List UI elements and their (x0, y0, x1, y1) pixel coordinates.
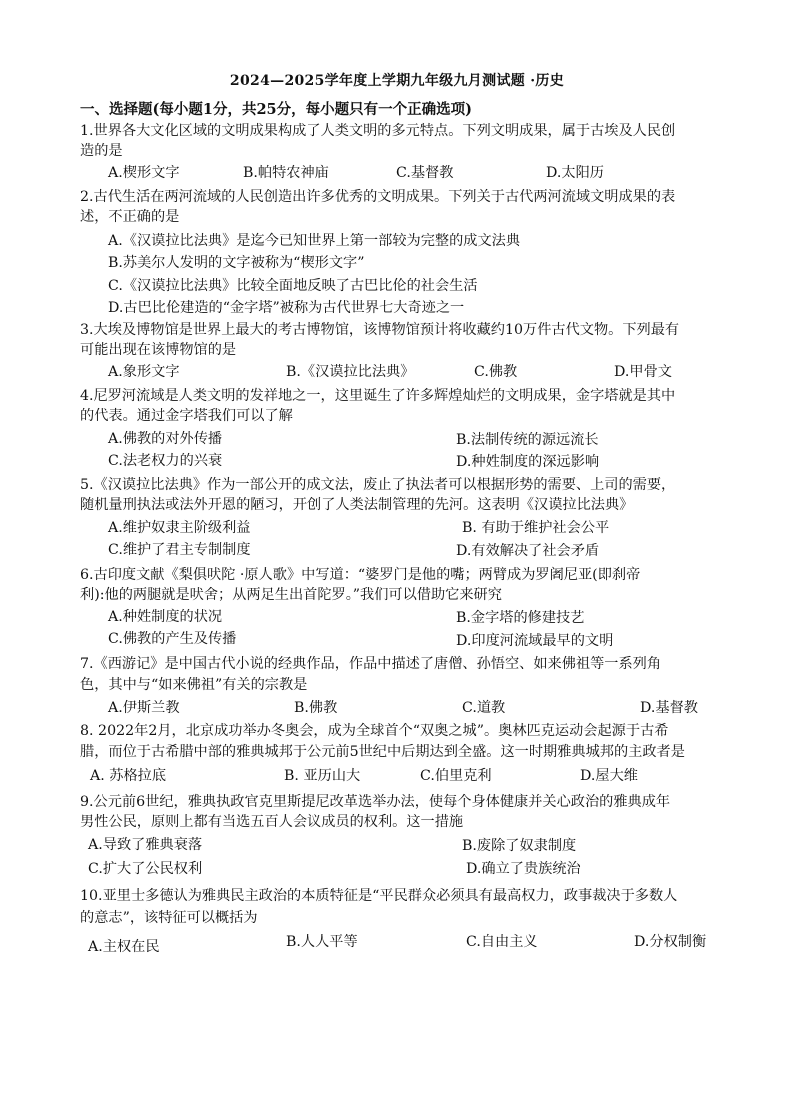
question-1-option-a: A.楔形文字 (108, 165, 180, 181)
question-5-option-d: D.有效解决了社会矛盾 (456, 543, 600, 559)
question-8-option-c: C.伯里克利 (420, 768, 492, 784)
question-9-option-b: B.废除了奴隶制度 (462, 838, 577, 854)
question-8-line-1: 8. 2022年2月，北京成功举办冬奥会，成为全球首个“双奥之城”。奥林匹克运动会起源于古希 (80, 723, 669, 739)
page-title: 2024—2025学年度上学期九年级九月测试题 ·历史 (229, 73, 565, 89)
question-7-line-1: 7.《西游记》是中国古代小说的经典作品，作品中描述了唐僧、孙悟空、如来佛祖等一系列角 (80, 656, 662, 672)
question-6-option-d: D.印度河流域最早的文明 (456, 633, 614, 649)
question-8-line-2: 腊，而位于古希腊中部的雅典城邦于公元前5世纪中后期达到全盛。这一时期雅典城邦的主政者是 (80, 744, 685, 760)
question-10-option-d: D.分权制衡 (634, 934, 707, 950)
question-3-option-a: A.象形文字 (108, 364, 180, 380)
question-3-option-d: D.甲骨文 (614, 364, 672, 380)
question-10-option-b: B.人人平等 (286, 934, 358, 950)
question-2-option-d: D.古巴比伦建造的“金字塔”被称为古代世界七大奇迹之一 (108, 300, 465, 316)
question-2-line-2: 述，不正确的是 (80, 209, 180, 225)
question-4-line-1: 4.尼罗河流域是人类文明的发祥地之一，这里诞生了许多辉煌灿烂的文明成果，金字塔就是其中 (80, 388, 676, 404)
question-1-option-b: B.帕特农神庙 (243, 165, 329, 181)
question-7-option-d: D.基督教 (640, 700, 698, 716)
question-6-option-a: A.种姓制度的状况 (108, 609, 223, 625)
question-2-option-c: C.《汉谟拉比法典》比较全面地反映了古巴比伦的社会生活 (108, 278, 478, 294)
question-2-line-1: 2.古代生活在两河流域的人民创造出许多优秀的文明成果。下列关于古代两河流域文明成果的表 (80, 189, 676, 205)
question-1-option-d: D.太阳历 (546, 165, 604, 181)
question-3-option-c: C.佛教 (474, 364, 518, 380)
question-8-option-d: D.屋大维 (580, 768, 638, 784)
question-3-line-1: 3.大埃及博物馆是世界上最大的考古博物馆，该博物馆预计将收藏约10万件古代文物。下列最有 (80, 322, 680, 338)
question-2-option-a: A.《汉谟拉比法典》是迄今已知世界上第一部较为完整的成文法典 (108, 233, 521, 249)
question-4-option-c: C.法老权力的兴衰 (108, 453, 223, 469)
question-9-option-d: D.确立了贵族统治 (466, 861, 581, 877)
question-7-line-2: 色，其中与“如来佛祖”有关的宗教是 (80, 677, 308, 693)
question-2-option-b: B.苏美尔人发明的文字被称为“楔形文字” (108, 255, 365, 271)
question-7-option-b: B.佛教 (294, 700, 338, 716)
question-10-option-a: A.主权在民 (88, 939, 160, 955)
question-9-option-a: A.导致了雅典衰落 (88, 837, 203, 853)
question-6-line-1: 6.古印度文献《梨俱吠陀 ·原人歌》中写道：“婆罗门是他的嘴；两臂成为罗阇尼亚(即刹帝 (80, 567, 641, 583)
question-6-line-2: 利):他的两腿就是吠舍；从两足生出首陀罗。”我们可以借助它来研究 (80, 587, 502, 603)
question-6-option-c: C.佛教的产生及传播 (108, 631, 237, 647)
question-3-line-2: 可能出现在该博物馆的是 (80, 342, 237, 358)
question-3-option-b: B.《汉谟拉比法典》 (286, 364, 415, 380)
question-9-line-1: 9.公元前6世纪，雅典执政官克里斯提尼改革选举办法，使每个身体健康并关心政治的雅典成年 (80, 794, 671, 810)
question-8-option-b: B. 亚历山大 (284, 768, 361, 784)
question-4-option-d: D.种姓制度的深远影响 (456, 454, 600, 470)
question-4-line-2: 的代表。通过金字塔我们可以了解 (80, 408, 293, 424)
question-5-option-a: A.维护奴隶主阶级利益 (108, 520, 251, 536)
question-9-line-2: 男性公民，原则上都有当选五百人会议成员的权利。这一措施 (80, 814, 464, 830)
question-7-option-a: A.伊斯兰教 (108, 700, 180, 716)
question-10-option-c: C.自由主义 (466, 934, 538, 950)
question-1-option-c: C.基督教 (396, 165, 454, 181)
question-5-line-2: 随机量刑执法或法外开恩的陋习，开创了人类法制管理的先河。这表明《汉谟拉比法典》 (80, 497, 634, 513)
question-1-line-2: 造的是 (80, 143, 123, 159)
question-6-option-b: B.金字塔的修建技艺 (456, 610, 585, 626)
question-4-option-b: B.法制传统的源远流长 (456, 432, 599, 448)
section-heading: 一、选择题(每小题1分，共25分，每小题只有一个正确选项) (80, 101, 472, 118)
question-5-line-1: 5.《汉谟拉比法典》作为一部公开的成文法，废止了执法者可以根据形势的需要、上司的需要， (80, 477, 676, 493)
question-9-option-c: C.扩大了公民权利 (88, 861, 203, 877)
question-4-option-a: A.佛教的对外传播 (108, 431, 223, 447)
question-10-line-2: 的意志”，该特征可以概括为 (80, 910, 258, 926)
question-5-option-c: C.维护了君主专制制度 (108, 542, 251, 558)
question-1-line-1: 1.世界各大文化区域的文明成果构成了人类文明的多元特点。下列文明成果，属于古埃及人民创 (80, 123, 676, 139)
question-5-option-b: B. 有助于维护社会公平 (462, 520, 610, 536)
question-8-option-a: A. 苏格拉底 (90, 768, 167, 784)
question-10-line-1: 10.亚里士多德认为雅典民主政治的本质特征是“平民群众必须具有最高权力，政事裁决于多数人 (80, 888, 678, 904)
question-7-option-c: C.道教 (462, 700, 506, 716)
